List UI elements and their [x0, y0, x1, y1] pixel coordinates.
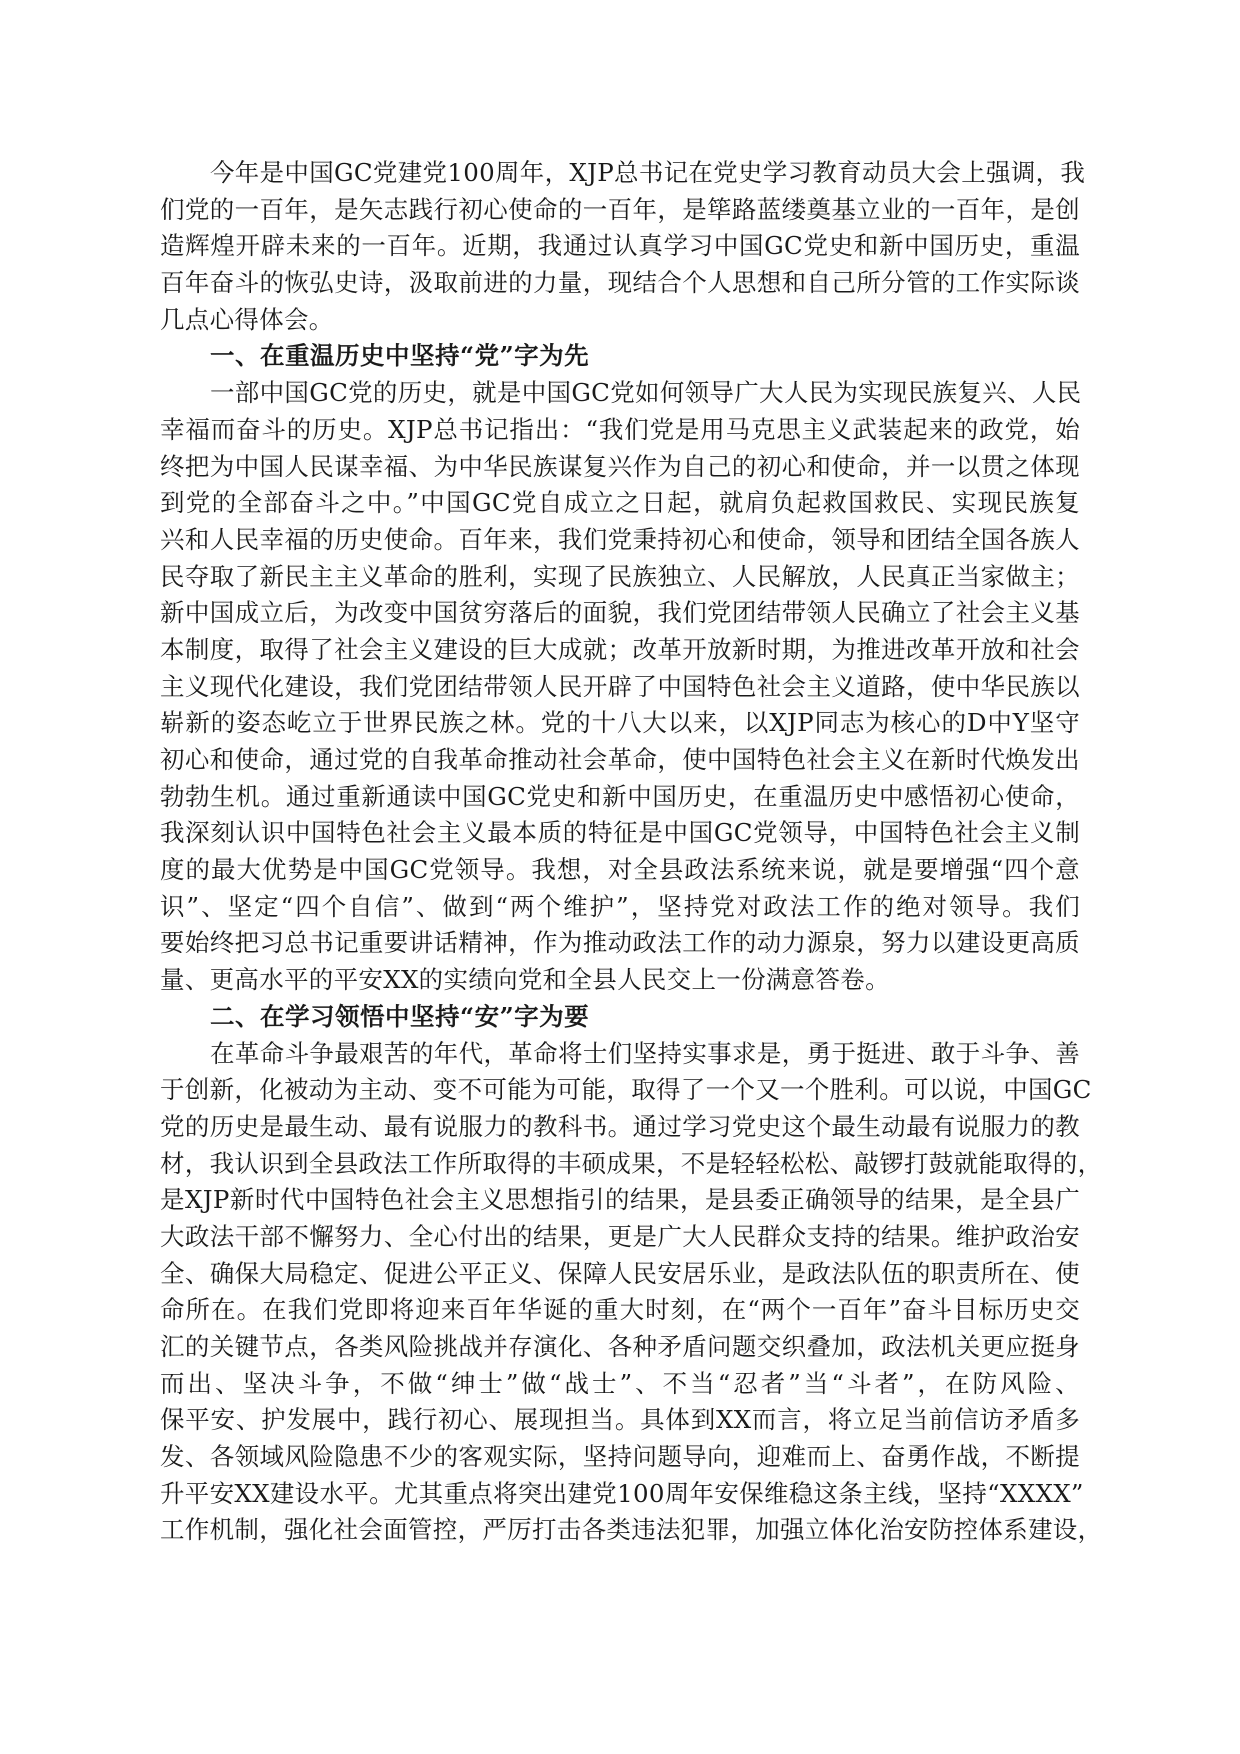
document-page — [160, 155, 1103, 1549]
body-text-line: 命所在。在我们党即将迎来百年华诞的重大时刻，在“两个一百年”奋斗目标历史交 — [160, 1295, 1080, 1325]
body-text-line: 百年奋斗的恢弘史诗，汲取前进的力量，现结合个人思想和自己所分管的工作实际谈 — [160, 268, 1080, 298]
body-text-line: 升平安XX建设水平。尤其重点将突出建党100周年安保维稳这条主线，坚持“XXXX” — [160, 1478, 1084, 1508]
body-text-line: 是XJP新时代中国特色社会主义思想指引的结果，是县委正确领导的结果，是全县广 — [160, 1185, 1080, 1215]
body-text-line: 几点心得体会。 — [160, 304, 334, 334]
body-text-line: 在革命斗争最艰苦的年代，革命将士们坚持实事求是，勇于挺进、敢于斗争、善 — [210, 1038, 1080, 1068]
body-text-line: 幸福而奋斗的历史。XJP总书记指出：“我们党是用马克思主义武装起来的政党，始 — [160, 414, 1080, 444]
body-text-line: 们党的一百年，是矢志践行初心使命的一百年，是筚路蓝缕奠基立业的一百年，是创 — [160, 194, 1080, 224]
section-heading: 二、在学习领悟中坚持“安”字为要 — [210, 1001, 590, 1031]
body-text-line: 今年是中国GC党建党100周年，XJP总书记在党史学习教育动员大会上强调，我 — [210, 158, 1086, 187]
body-text-line: 党的历史是最生动、最有说服力的教科书。通过学习党史这个最生动最有说服力的教 — [160, 1111, 1080, 1141]
body-text-line: 我深刻认识中国特色社会主义最本质的特征是中国GC党领导，中国特色社会主义制 — [160, 818, 1080, 848]
body-text-line: 崭新的姿态屹立于世界民族之林。党的十八大以来，以XJP同志为核心的D中Y坚守 — [160, 708, 1080, 738]
body-text-line: 勃勃生机。通过重新通读中国GC党史和新中国历史，在重温历史中感悟初心使命， — [160, 781, 1080, 811]
section-heading: 一、在重温历史中坚持“党”字为先 — [210, 341, 590, 371]
body-text-line: 新中国成立后，为改变中国贫穷落后的面貌，我们党团结带领人民确立了社会主义基 — [160, 598, 1080, 628]
body-text-line: 兴和人民幸福的历史使命。百年来，我们党秉持初心和使命，领导和团结全国各族人 — [160, 524, 1080, 554]
body-text-line: 发、各领域风险隐患不少的客观实际，坚持问题导向，迎难而上、奋勇作战，不断提 — [160, 1442, 1080, 1472]
body-text-line: 一部中国GC党的历史，就是中国GC党如何领导广大人民为实现民族复兴、人民 — [210, 378, 1082, 408]
body-text-line: 主义现代化建设，我们党团结带领人民开辟了中国特色社会主义道路，使中华民族以 — [160, 671, 1080, 701]
body-text-line: 民夺取了新民主主义革命的胜利，实现了民族独立、人民解放，人民真正当家做主； — [160, 561, 1080, 591]
body-text-line: 大政法干部不懈努力、全心付出的结果，更是广大人民群众支持的结果。维护政治安 — [160, 1221, 1080, 1251]
body-text-line: 度的最大优势是中国GC党领导。我想，对全县政法系统来说，就是要增强“四个意 — [160, 855, 1080, 885]
body-text-line: 工作机制，强化社会面管控，严厉打击各类违法犯罪，加强立体化治安防控体系建设， — [160, 1515, 1103, 1545]
body-text-line: 材，我认识到全县政法工作所取得的丰硕成果，不是轻轻松松、敲锣打鼓就能取得的， — [160, 1148, 1103, 1178]
body-text-line: 保平安、护发展中，践行初心、展现担当。具体到XX而言，将立足当前信访矛盾多 — [160, 1405, 1080, 1435]
body-text-line: 造辉煌开辟未来的一百年。近期，我通过认真学习中国GC党史和新中国历史，重温 — [160, 231, 1080, 261]
body-text-line: 本制度，取得了社会主义建设的巨大成就；改革开放新时期，为推进改革开放和社会 — [160, 634, 1080, 664]
body-text-line: 于创新，化被动为主动、变不可能为可能，取得了一个又一个胜利。可以说，中国GC — [160, 1075, 1092, 1105]
body-text-line: 汇的关键节点，各类风险挑战并存演化、各种矛盾问题交织叠加，政法机关更应挺身 — [160, 1332, 1080, 1361]
body-text-line: 量、更高水平的平安XX的实绩向党和全县人民交上一份满意答卷。 — [160, 965, 890, 995]
body-text-line: 初心和使命，通过党的自我革命推动社会革命，使中国特色社会主义在新时代焕发出 — [160, 745, 1080, 774]
body-text-line: 而出、坚决斗争，不做“绅士”做“战士”、不当“忍者”当“斗者”，在防风险、 — [160, 1368, 1080, 1398]
body-text-line: 终把为中国人民谋幸福、为中华民族谋复兴作为自己的初心和使命，并一以贯之体现 — [160, 451, 1080, 481]
body-text-line: 要始终把习总书记重要讲话精神，作为推动政法工作的动力源泉，努力以建设更高质 — [160, 928, 1080, 958]
body-text-line: 到党的全部奋斗之中。”中国GC党自成立之日起，就肩负起救国救民、实现民族复 — [160, 488, 1080, 518]
body-text-line: 全、确保大局稳定、促进公平正义、保障人民安居乐业，是政法队伍的职责所在、使 — [160, 1258, 1080, 1288]
body-text-line: 识”、坚定“四个自信”、做到“两个维护”，坚持党对政法工作的绝对领导。我们 — [160, 891, 1080, 921]
